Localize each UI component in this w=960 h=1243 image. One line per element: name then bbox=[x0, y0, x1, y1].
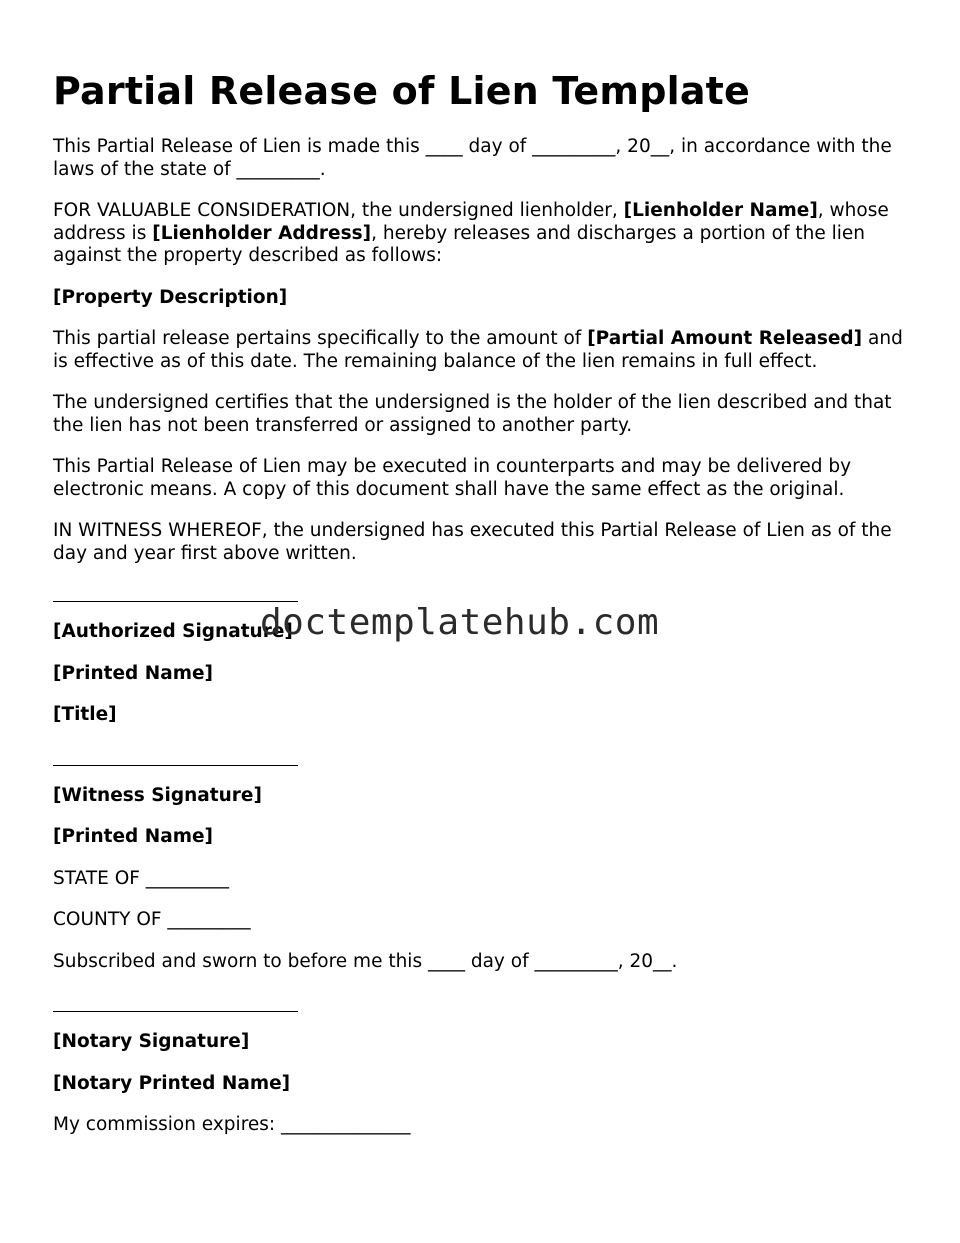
county-of: COUNTY OF _________ bbox=[53, 909, 251, 930]
watermark: doctemplatehub.com bbox=[260, 602, 660, 643]
notary-printed-name: [Notary Printed Name] bbox=[53, 1072, 291, 1094]
lienholder-name: [Lienholder Name] bbox=[623, 200, 818, 221]
signer-title: [Title] bbox=[53, 704, 117, 725]
consideration-text-1: FOR VALUABLE CONSIDERATION, the undersigned lienholder, bbox=[53, 200, 624, 221]
authorized-signature-label: [Authorized Signature] bbox=[53, 621, 293, 642]
consideration-text-2: , whose address is bbox=[53, 200, 889, 244]
commission-expires: My commission expires: ______________ bbox=[53, 1114, 411, 1135]
counterparts-paragraph: This Partial Release of Lien may be executed in counterparts and may be delivered by electronic means. A copy of this document shall have the same effect as the original. bbox=[53, 456, 852, 500]
property-description: [Property Description] bbox=[53, 286, 288, 308]
witness-signature-line bbox=[53, 765, 298, 766]
amount-text-2: and is effective as of this date. The remaining balance of the lien remains in full effect. bbox=[53, 328, 903, 372]
signer-printed-name: [Printed Name] bbox=[53, 662, 213, 684]
certification-paragraph: The undersigned certifies that the undersigned is the holder of the lien described and that the lien has not been transferred or assigned to another party. bbox=[53, 392, 892, 436]
consideration-paragraph bbox=[53, 200, 913, 268]
intro-paragraph: This Partial Release of Lien is made this ____ day of _________, 20__, in accordance with the laws of the state of _________. bbox=[53, 136, 892, 180]
document-title: Partial Release of Lien Template bbox=[53, 69, 751, 113]
sworn-statement: Subscribed and sworn to before me this ____ day of _________, 20__. bbox=[53, 950, 678, 972]
consideration-text-3: , hereby releases and discharges a portion of the lien against the property described as follows: bbox=[53, 222, 865, 266]
state-of: STATE OF _________ bbox=[53, 867, 230, 889]
witness-printed-name: [Printed Name] bbox=[53, 826, 213, 847]
amount-text-1: This partial release pertains specifically to the amount of bbox=[53, 328, 588, 349]
notary-signature-label: [Notary Signature] bbox=[53, 1031, 250, 1052]
lienholder-address: [Lienholder Address] bbox=[152, 222, 372, 244]
partial-amount: [Partial Amount Released] bbox=[587, 328, 863, 349]
amount-paragraph bbox=[53, 328, 913, 373]
witness-signature-label: [Witness Signature] bbox=[53, 784, 262, 806]
witness-clause: IN WITNESS WHEREOF, the undersigned has executed this Partial Release of Lien as of the day and year first above written. bbox=[53, 520, 892, 564]
notary-signature-line bbox=[53, 1011, 298, 1012]
